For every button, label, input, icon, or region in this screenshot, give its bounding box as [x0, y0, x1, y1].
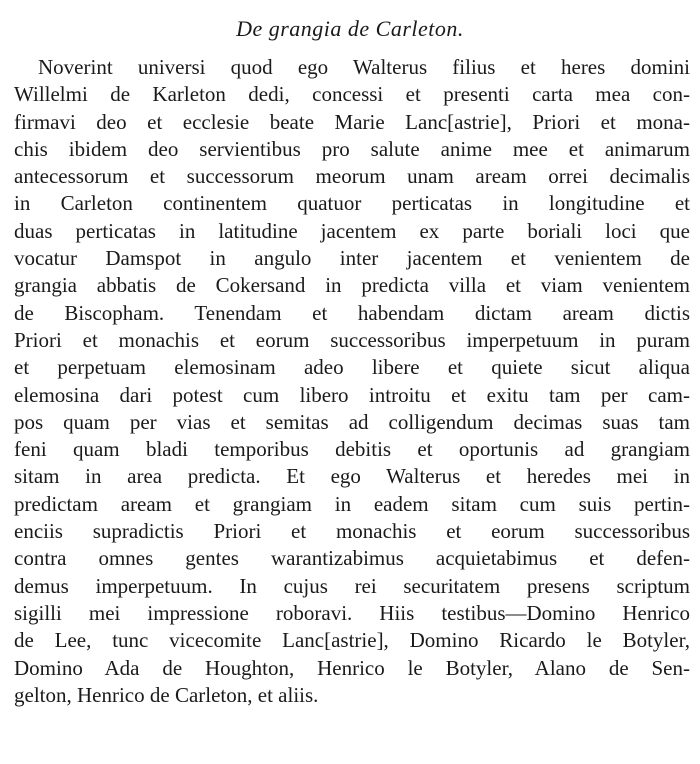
text-line: vocatur Damspot in angulo inter jacentem et venientem de [14, 246, 690, 271]
text-line: et perpetuam elemosinam adeo libere et quiete sicut aliqua [14, 355, 690, 380]
text-line: elemosina dari potest cum libero introitu et exitu tam per cam- [14, 382, 690, 407]
text-line: firmavi deo et ecclesie beate Marie Lanc[astrie], Priori et mona- [14, 109, 690, 134]
text-line: pos quam per vias et semitas ad colligendum decimas suas tam [14, 409, 690, 434]
text-line: antecessorum et successorum meorum unam aream orrei decimalis [14, 164, 690, 189]
text-line: enciis supradictis Priori et monachis et eorum successoribus [14, 519, 690, 544]
text-line: sigilli mei impressione roboravi. Hiis testibus—Domino Henrico [14, 600, 690, 625]
text-line: chis ibidem deo servientibus pro salute anime mee et animarum [14, 136, 690, 161]
text-line: in Carleton continentem quatuor perticatas in longitudine et [14, 191, 690, 216]
text-line: gelton, Henrico de Carleton, et aliis. [14, 682, 319, 707]
text-line: de Lee, tunc vicecomite Lanc[astrie], Domino Ricardo le Botyler, [14, 628, 690, 653]
document-title: De grangia de Carleton. [236, 16, 464, 41]
text-line: feni quam bladi temporibus debitis et oportunis ad grangiam [14, 437, 690, 462]
text-line: contra omnes gentes warantizabimus acquietabimus et defen- [14, 546, 690, 571]
text-line: Noverint universi quod ego Walterus filius et heres domini [38, 55, 690, 79]
text-line: de Biscopham. Tenendam et habendam dictam aream dictis [14, 300, 690, 325]
text-line: Priori et monachis et eorum successoribus imperpetuum in puram [14, 327, 690, 352]
text-line: Domino Ada de Houghton, Henrico le Botyler, Alano de Sen- [14, 655, 690, 680]
text-line: sitam in area predicta. Et ego Walterus et heredes mei in [14, 464, 690, 489]
charter-text [14, 54, 690, 709]
text-line: grangia abbatis de Cokersand in predicta villa et viam venientem [14, 273, 690, 298]
text-line: predictam aream et grangiam in eadem sitam cum suis pertin- [14, 491, 690, 516]
text-line: duas perticatas in latitudine jacentem ex parte boriali loci que [14, 218, 690, 243]
text-line: Willelmi de Karleton dedi, concessi et presenti carta mea con- [14, 82, 690, 107]
text-line: demus imperpetuum. In cujus rei securitatem presens scriptum [14, 573, 690, 598]
